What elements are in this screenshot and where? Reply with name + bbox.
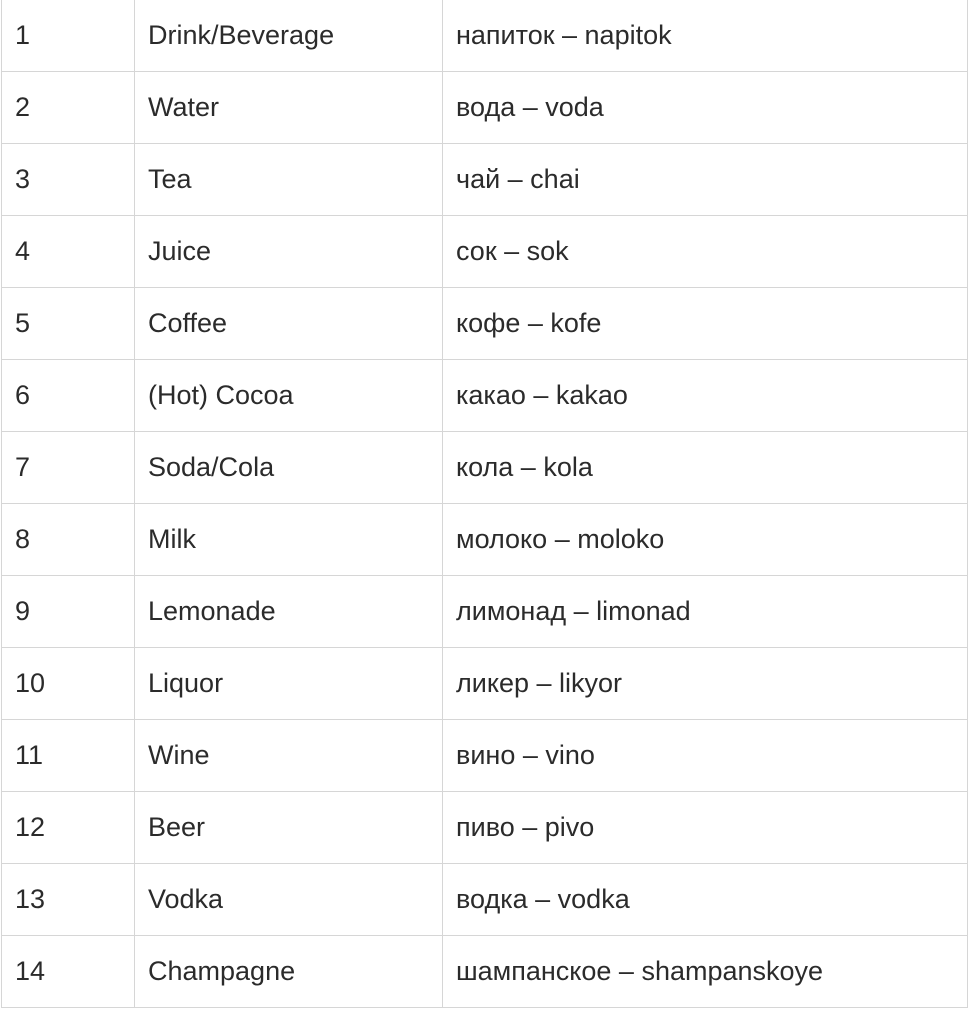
english-word-cell: Liquor: [135, 648, 443, 720]
russian-translation-cell: шампанское – shampanskoye: [443, 936, 968, 1008]
table-row: [2, 792, 968, 864]
row-number-cell: 10: [2, 648, 135, 720]
row-number-cell: 5: [2, 288, 135, 360]
english-word-cell: Coffee: [135, 288, 443, 360]
english-word-cell: (Hot) Cocoa: [135, 360, 443, 432]
table-body: [2, 0, 968, 1008]
row-number-cell: 9: [2, 576, 135, 648]
russian-translation-cell: чай – chai: [443, 144, 968, 216]
russian-translation-cell: сок – sok: [443, 216, 968, 288]
russian-translation-cell: какао – kakao: [443, 360, 968, 432]
row-number-cell: 3: [2, 144, 135, 216]
english-word-cell: Water: [135, 72, 443, 144]
table-row: [2, 864, 968, 936]
table-row: [2, 360, 968, 432]
table-row: [2, 720, 968, 792]
english-word-cell: Drink/Beverage: [135, 0, 443, 72]
english-word-cell: Milk: [135, 504, 443, 576]
english-word-cell: Lemonade: [135, 576, 443, 648]
row-number-cell: 14: [2, 936, 135, 1008]
english-word-cell: Beer: [135, 792, 443, 864]
row-number-cell: 7: [2, 432, 135, 504]
russian-translation-cell: пиво – pivo: [443, 792, 968, 864]
english-word-cell: Tea: [135, 144, 443, 216]
row-number-cell: 1: [2, 0, 135, 72]
table-row: [2, 576, 968, 648]
russian-translation-cell: ликер – likyor: [443, 648, 968, 720]
russian-translation-cell: водка – vodka: [443, 864, 968, 936]
table-row: [2, 288, 968, 360]
row-number-cell: 13: [2, 864, 135, 936]
english-word-cell: Champagne: [135, 936, 443, 1008]
table-row: [2, 936, 968, 1008]
table-row: [2, 648, 968, 720]
row-number-cell: 12: [2, 792, 135, 864]
russian-translation-cell: кола – kola: [443, 432, 968, 504]
russian-translation-cell: напиток – napitok: [443, 0, 968, 72]
drinks-vocabulary-table: [1, 0, 968, 1008]
row-number-cell: 11: [2, 720, 135, 792]
row-number-cell: 8: [2, 504, 135, 576]
english-word-cell: Vodka: [135, 864, 443, 936]
russian-translation-cell: молоко – moloko: [443, 504, 968, 576]
row-number-cell: 2: [2, 72, 135, 144]
russian-translation-cell: вода – voda: [443, 72, 968, 144]
table-row: [2, 72, 968, 144]
table-row: [2, 0, 968, 72]
table-row: [2, 432, 968, 504]
table-row: [2, 216, 968, 288]
table-row: [2, 144, 968, 216]
english-word-cell: Juice: [135, 216, 443, 288]
table-row: [2, 504, 968, 576]
row-number-cell: 6: [2, 360, 135, 432]
english-word-cell: Soda/Cola: [135, 432, 443, 504]
row-number-cell: 4: [2, 216, 135, 288]
russian-translation-cell: лимонад – limonad: [443, 576, 968, 648]
english-word-cell: Wine: [135, 720, 443, 792]
russian-translation-cell: кофе – kofe: [443, 288, 968, 360]
russian-translation-cell: вино – vino: [443, 720, 968, 792]
